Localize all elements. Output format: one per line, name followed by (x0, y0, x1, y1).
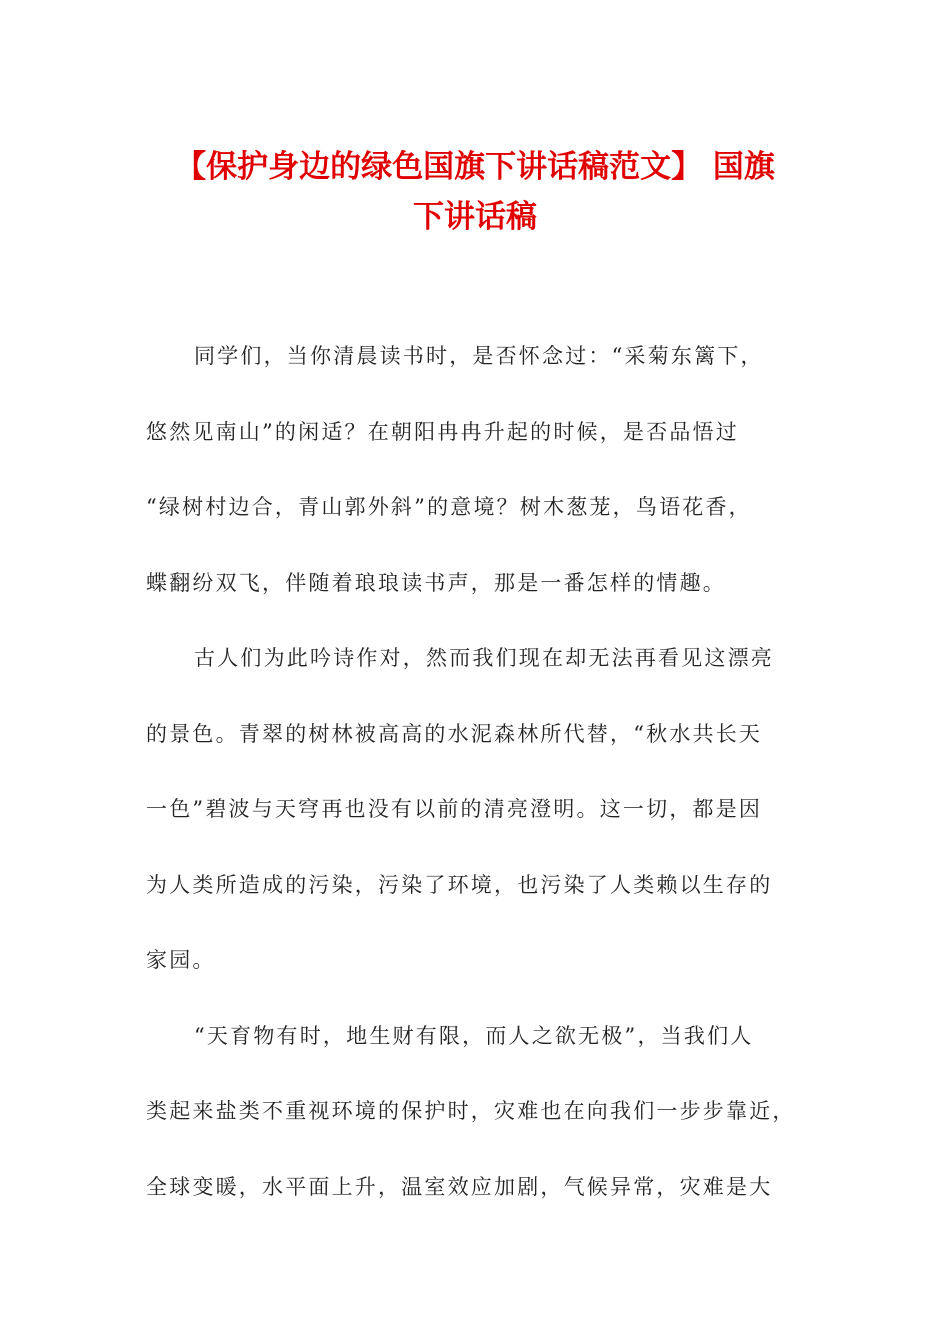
document-title (120, 142, 830, 242)
title-line-1: 【保护身边的绿色国旗下讲话稿范文】 国旗 (175, 149, 775, 185)
paragraph-1-line-1: 同学们，当你清晨读书时，是否怀念过：“采菊东篱下， (194, 344, 764, 368)
title-line-2: 下讲话稿 (413, 199, 537, 235)
paragraph-2-line-1: 古人们为此吟诗作对，然而我们现在却无法再看见这漂亮 (194, 646, 774, 670)
paragraph-1-line-4: 蝶翻纷双飞，伴随着琅琅读书声，那是一番怎样的情趣。 (146, 570, 726, 595)
paragraph-2-line-5: 家园。 (146, 948, 216, 972)
paragraph-2-line-2: 的景色。青翠的树林被高高的水泥森林所代替，“秋水共长天 (146, 721, 763, 746)
paragraph-1-line-2: 悠然见南山”的闲适？在朝阳冉冉升起的时候，是否品悟过 (146, 419, 739, 444)
paragraph-3-line-2: 类起来盐类不重视环境的保护时，灾难也在向我们一步步靠近， (146, 1099, 796, 1123)
paragraph-1-line-3: “绿树村边合，青山郭外斜”的意境？树木葱茏，鸟语花香， (146, 495, 752, 519)
paragraph-3-line-3: 全球变暖，水平面上升，温室效应加剧，气候异常，灾难是大 (146, 1174, 773, 1199)
paragraph-3-line-1: “天育物有时，地生财有限，而人之欲无极”，当我们人 (194, 1023, 754, 1048)
document-body (146, 326, 806, 1232)
paragraph-2-line-3: 一色”碧波与天穹再也没有以前的清亮澄明。这一切，都是因 (146, 797, 763, 821)
paragraph-2-line-4: 为人类所造成的污染，污染了环境，也污染了人类赖以生存的 (146, 872, 773, 897)
